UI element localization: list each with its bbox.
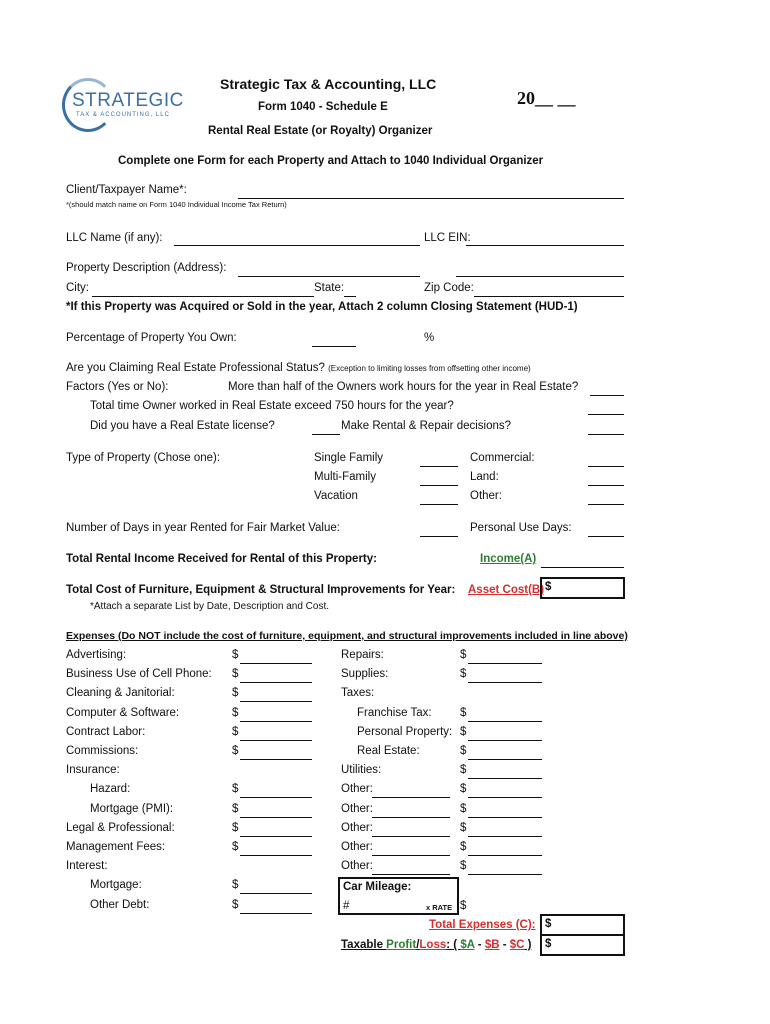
type-other-label: Other:: [470, 490, 502, 502]
taxable-profit-label: [341, 939, 532, 951]
factor-1-label: More than half of the Owners work hours for the year in Real Estate?: [228, 381, 579, 393]
expense-right-field[interactable]: [468, 874, 542, 875]
expense-left-label: Mortgage (PMI):: [90, 803, 174, 815]
type-single-label: Single Family: [314, 452, 384, 464]
dash-1: -: [474, 939, 485, 951]
personal-days-label: Personal Use Days:: [470, 522, 572, 534]
expense-left-dollar: $: [232, 822, 239, 834]
llc-ein-label: LLC EIN:: [424, 232, 471, 244]
factor-4-label: Make Rental & Repair decisions?: [341, 420, 512, 432]
expense-left-field[interactable]: [240, 913, 312, 914]
expense-right-dollar: $: [460, 764, 467, 776]
car-rate-label: x RATE: [426, 903, 453, 912]
expense-other-description-field[interactable]: [372, 836, 450, 837]
zip-label: Zip Code:: [424, 282, 474, 294]
expense-right-label: Taxes:: [341, 687, 375, 699]
expense-left-label: Business Use of Cell Phone:: [66, 668, 212, 680]
expense-right-label: Personal Property:: [357, 726, 453, 738]
type-commercial-field[interactable]: [588, 466, 624, 467]
close-paren: ): [524, 939, 532, 951]
car-mileage-hash: #: [343, 900, 350, 912]
expense-left-label: Management Fees:: [66, 841, 166, 853]
type-land-label: Land:: [470, 471, 499, 483]
expense-left-dollar: $: [232, 879, 239, 891]
car-mileage-label: Car Mileage:: [343, 881, 412, 893]
percent-sign: %: [424, 332, 435, 344]
expense-left-field[interactable]: [240, 663, 312, 664]
expense-left-label: Insurance:: [66, 764, 120, 776]
type-commercial-label: Commercial:: [470, 452, 535, 464]
fmv-days-field[interactable]: [420, 536, 458, 537]
taxable-prefix: Taxable: [341, 939, 387, 951]
logo-main-text: STRATEGIC: [72, 90, 184, 111]
expense-right-label: Other:: [341, 860, 373, 872]
expense-right-field[interactable]: [468, 759, 542, 760]
expense-right-field[interactable]: [468, 663, 542, 664]
expense-left-label: Hazard:: [90, 783, 131, 795]
asset-label: Total Cost of Furniture, Equipment & Structural Improvements for Year:: [66, 584, 456, 596]
expense-left-field[interactable]: [240, 893, 312, 894]
expense-left-dollar: $: [232, 783, 239, 795]
expense-left-field[interactable]: [240, 740, 312, 741]
type-multi-label: Multi-Family: [314, 471, 376, 483]
professional-question-note: (Exception to limiting losses from offsetting other income): [328, 364, 531, 373]
expense-left-field[interactable]: [240, 855, 312, 856]
personal-days-field[interactable]: [588, 536, 624, 537]
tax-year[interactable]: 20__ __: [517, 88, 576, 108]
income-field[interactable]: [541, 567, 624, 568]
expenses-header: Expenses (Do NOT include the cost of furniture, equipment, and structural improvements included in line above): [66, 630, 628, 642]
llc-ein-field[interactable]: [466, 245, 624, 246]
asset-tag: Asset Cost(B): [468, 584, 545, 596]
type-vacation-field[interactable]: [420, 504, 458, 505]
expense-right-dollar: $: [460, 649, 467, 661]
expense-right-field[interactable]: [468, 817, 542, 818]
expense-left-label: Other Debt:: [90, 899, 150, 911]
loss-word: Loss: [419, 939, 447, 951]
expense-right-field[interactable]: [468, 836, 542, 837]
expense-left-label: Contract Labor:: [66, 726, 146, 738]
expense-right-field[interactable]: [468, 740, 542, 741]
expense-left-label: Computer & Software:: [66, 707, 180, 719]
expense-right-field[interactable]: [468, 855, 542, 856]
expense-left-field[interactable]: [240, 701, 312, 702]
expense-left-dollar: $: [232, 726, 239, 738]
expense-left-label: Advertising:: [66, 649, 127, 661]
expense-left-field[interactable]: [240, 759, 312, 760]
instruction-text: Complete one Form for each Property and Attach to 1040 Individual Organizer: [118, 155, 544, 167]
property-address-field[interactable]: [238, 276, 420, 277]
state-label: State:: [314, 282, 345, 294]
client-name-field[interactable]: [238, 198, 624, 199]
expense-right-label: Franchise Tax:: [357, 707, 432, 719]
zip-field[interactable]: [474, 296, 624, 297]
factor-4-field[interactable]: [588, 434, 624, 435]
expense-right-dollar: $: [460, 707, 467, 719]
type-vacation-label: Vacation: [314, 490, 358, 502]
llc-name-label: LLC Name (if any):: [66, 232, 163, 244]
expense-right-dollar: $: [460, 860, 467, 872]
expense-left-dollar: $: [232, 687, 239, 699]
type-other-field[interactable]: [588, 504, 624, 505]
expense-other-description-field[interactable]: [372, 874, 450, 875]
expense-other-description-field[interactable]: [372, 797, 450, 798]
client-name-label: Client/Taxpayer Name*:: [66, 184, 187, 196]
asset-dollar: $: [545, 581, 552, 593]
property-address-field-2[interactable]: [456, 276, 624, 277]
taxable-profit-box[interactable]: [540, 934, 625, 956]
expense-right-label: Utilities:: [341, 764, 382, 776]
expense-other-description-field[interactable]: [372, 817, 450, 818]
expense-left-dollar: $: [232, 899, 239, 911]
expense-right-dollar: $: [460, 783, 467, 795]
expense-right-label: Real Estate:: [357, 745, 420, 757]
expense-right-dollar: $: [460, 803, 467, 815]
client-name-note: *(should match name on Form 1040 Individual Income Tax Return): [66, 200, 287, 209]
percent-field[interactable]: [312, 346, 356, 347]
expense-left-label: Interest:: [66, 860, 108, 872]
logo-sub-text: TAX & ACCOUNTING, LLC: [76, 112, 170, 118]
type-multi-field[interactable]: [420, 485, 458, 486]
expense-right-label: Supplies:: [341, 668, 389, 680]
expense-left-field[interactable]: [240, 817, 312, 818]
expense-right-field[interactable]: [468, 682, 542, 683]
total-expenses-dollar: $: [545, 918, 552, 930]
percent-label: Percentage of Property You Own:: [66, 332, 237, 344]
company-name: Strategic Tax & Accounting, LLC: [220, 76, 437, 92]
form-title: Rental Real Estate (or Royalty) Organizer: [208, 125, 433, 137]
expense-left-label: Commissions:: [66, 745, 139, 757]
income-label: Total Rental Income Received for Rental of this Property:: [66, 553, 377, 565]
expense-left-field[interactable]: [240, 836, 312, 837]
expense-right-label: Other:: [341, 783, 373, 795]
expense-left-field[interactable]: [240, 682, 312, 683]
income-tag: Income(A): [480, 553, 537, 565]
property-type-label: Type of Property (Chose one):: [66, 452, 221, 464]
expense-right-field[interactable]: [468, 721, 542, 722]
expense-right-label: Other:: [341, 822, 373, 834]
factor-3-label: Did you have a Real Estate license?: [90, 420, 275, 432]
expense-right-dollar: $: [460, 841, 467, 853]
property-desc-label: Property Description (Address):: [66, 262, 227, 274]
total-expenses-box[interactable]: [540, 914, 625, 936]
expense-left-field[interactable]: [240, 797, 312, 798]
type-single-field[interactable]: [420, 466, 458, 467]
fmv-days-label: Number of Days in year Rented for Fair Market Value:: [66, 522, 340, 534]
expense-left-dollar: $: [232, 803, 239, 815]
expense-right-dollar: $: [460, 745, 467, 757]
expense-right-label: Other:: [341, 841, 373, 853]
expense-left-label: Legal & Professional:: [66, 822, 175, 834]
city-label: City:: [66, 282, 89, 294]
factor-2-label: Total time Owner worked in Real Estate exceed 750 hours for the year?: [90, 400, 454, 412]
dash-2: -: [499, 939, 510, 951]
expense-left-field[interactable]: [240, 721, 312, 722]
expense-left-dollar: $: [232, 841, 239, 853]
expense-right-dollar: $: [460, 726, 467, 738]
expense-right-dollar: $: [460, 822, 467, 834]
colon-open: : (: [446, 939, 461, 951]
llc-name-field[interactable]: [174, 245, 420, 246]
expense-left-dollar: $: [232, 668, 239, 680]
asset-note: *Attach a separate List by Date, Description and Cost.: [90, 601, 330, 612]
c-ref: $C: [509, 939, 525, 951]
expense-left-dollar: $: [232, 745, 239, 757]
professional-question-text: Are you Claiming Real Estate Professional Status?: [66, 362, 325, 374]
expense-right-field[interactable]: [468, 797, 542, 798]
expense-right-label: Repairs:: [341, 649, 384, 661]
factors-label: Factors (Yes or No):: [66, 381, 169, 393]
car-mileage-box[interactable]: [338, 877, 459, 915]
a-ref: $A: [460, 939, 475, 951]
profit-word: Profit: [386, 939, 417, 951]
factor-3-field[interactable]: [312, 434, 340, 435]
total-expenses-label: Total Expenses (C):: [429, 919, 536, 931]
factor-1-field[interactable]: [590, 395, 624, 396]
company-logo: [62, 78, 184, 128]
expense-right-field[interactable]: [468, 778, 542, 779]
expense-right-dollar: $: [460, 668, 467, 680]
expense-right-label: Other:: [341, 803, 373, 815]
expense-left-dollar: $: [232, 707, 239, 719]
form-number: Form 1040 - Schedule E: [258, 101, 388, 113]
acquired-note: *If this Property was Acquired or Sold in the year, Attach 2 column Closing Statement (HUD-1): [66, 301, 578, 313]
slash: /: [416, 939, 420, 951]
type-land-field[interactable]: [588, 485, 624, 486]
expense-left-label: Mortgage:: [90, 879, 142, 891]
expense-left-dollar: $: [232, 649, 239, 661]
expense-left-label: Cleaning & Janitorial:: [66, 687, 175, 699]
state-field[interactable]: [344, 296, 356, 297]
factor-2-field[interactable]: [588, 414, 624, 415]
car-mileage-dollar: $: [460, 900, 467, 912]
professional-question: [66, 362, 531, 374]
taxable-profit-dollar: $: [545, 938, 552, 950]
b-ref: $B: [484, 939, 500, 951]
expense-other-description-field[interactable]: [372, 855, 450, 856]
asset-cost-box[interactable]: [540, 577, 625, 599]
city-field[interactable]: [92, 296, 314, 297]
